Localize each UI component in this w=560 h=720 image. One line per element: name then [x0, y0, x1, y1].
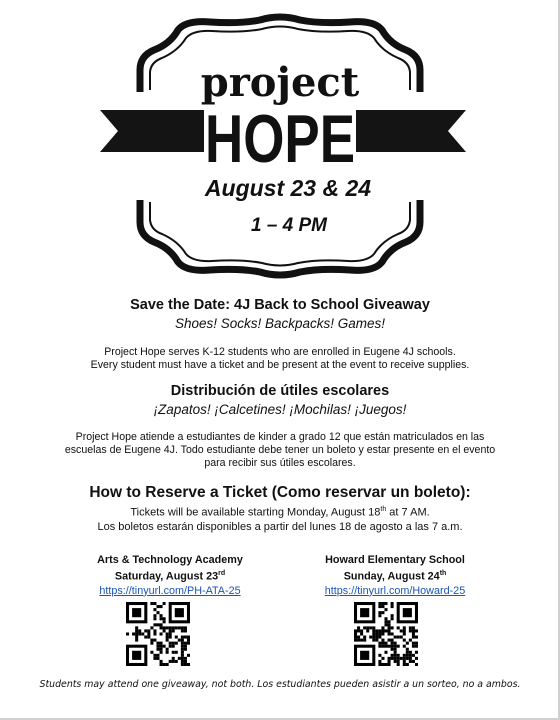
qr-module [403, 639, 406, 642]
qr-module [415, 636, 418, 639]
qr-module [384, 608, 387, 611]
qr-module [360, 632, 363, 635]
qr-module [381, 605, 384, 608]
qr-module [388, 660, 391, 663]
qr-module [384, 663, 387, 666]
qr-module [403, 654, 406, 657]
qr-module [357, 626, 360, 629]
qr-module [175, 636, 178, 639]
qr-module [384, 629, 387, 632]
qr-module [169, 626, 172, 629]
qr-module [153, 617, 156, 620]
qr-module [357, 636, 360, 639]
qr-module [400, 657, 403, 660]
qr-module [403, 657, 406, 660]
qr-module [384, 642, 387, 645]
qr-module [391, 605, 394, 608]
spanish-line-2: escuelas de Eugene 4J. Todo estudiante debe tener un boleto y estar presente en el evento [64, 444, 496, 456]
qr-module [394, 645, 397, 648]
qr-module [409, 654, 412, 657]
qr-module [132, 651, 141, 660]
location-date-sup: th [439, 570, 447, 577]
qr-module [354, 639, 357, 642]
qr-module [360, 651, 369, 660]
qr-module [394, 648, 397, 651]
location-date-text: Saturday, August 23 [114, 570, 219, 583]
qr-module [184, 626, 187, 629]
qr-module [166, 663, 169, 666]
qr-module [144, 629, 147, 632]
qr-module [166, 632, 169, 635]
qr-module [397, 626, 400, 629]
qr-module [163, 629, 166, 632]
qr-module [360, 639, 363, 642]
qr-module [391, 602, 394, 605]
qr-module [388, 639, 391, 642]
qr-module [184, 663, 187, 666]
qr-module [160, 651, 163, 654]
logo-word-project: project [200, 59, 360, 106]
qr-module [184, 636, 187, 639]
qr-module [415, 642, 418, 645]
qr-module [378, 645, 381, 648]
qr-module [160, 660, 163, 663]
qr-module [153, 602, 156, 605]
location-date [55, 567, 285, 584]
qr-module [160, 648, 163, 651]
location-name: Arts & Technology Academy [97, 554, 243, 566]
qr-module [372, 636, 375, 639]
spanish-subheading: ¡Zapatos! ¡Calcetines! ¡Mochilas! ¡Juegos! [153, 402, 407, 417]
qr-module [132, 632, 135, 635]
qr-module [384, 651, 387, 654]
qr-module [360, 629, 363, 632]
qr-module [160, 605, 163, 608]
qr-module [354, 636, 357, 639]
qr-module [394, 660, 397, 663]
qr-module [384, 623, 387, 626]
qr-module [357, 639, 360, 642]
reserve-line-1-end: at 7 AM. [386, 506, 430, 519]
qr-module [172, 657, 175, 660]
qr-module [381, 629, 384, 632]
bottom-frame [140, 200, 420, 275]
qr-module [384, 645, 387, 648]
qr-module [406, 657, 409, 660]
location-name: Howard Elementary School [325, 554, 465, 566]
qr-module [388, 620, 391, 623]
qr-module [391, 648, 394, 651]
qr-module [181, 648, 184, 651]
qr-module [153, 654, 156, 657]
qr-module [135, 629, 138, 632]
qr-module [169, 645, 172, 648]
qr-module [412, 629, 415, 632]
english-line-2: Every student must have a ticket and be present at the event to receive supplies. [90, 359, 470, 371]
qr-module [400, 636, 403, 639]
qr-module [372, 639, 375, 642]
qr-module [169, 636, 172, 639]
english-subheading: Shoes! Socks! Backpacks! Games! [174, 316, 386, 331]
qr-module [181, 654, 184, 657]
ribbon-right [356, 110, 466, 152]
qr-module [372, 629, 375, 632]
qr-module [381, 626, 384, 629]
qr-module [160, 626, 163, 629]
qr-module [366, 626, 369, 629]
qr-module [375, 629, 378, 632]
qr-module [415, 645, 418, 648]
qr-module [397, 663, 400, 666]
spanish-line-3: para recibir sus útiles escolares. [204, 457, 356, 469]
location-date-text: Sunday, August 24 [343, 570, 440, 583]
qr-module [357, 629, 360, 632]
qr-module [378, 611, 381, 614]
qr-module [403, 645, 406, 648]
qr-module [178, 639, 181, 642]
qr-module [187, 636, 190, 639]
qr-module [156, 623, 159, 626]
english-line-1: Project Hope serves K-12 students who are enrolled in Eugene 4J schools. [104, 346, 456, 358]
qr-module [187, 639, 190, 642]
qr-module [403, 608, 412, 617]
qr-module [363, 626, 366, 629]
qr-module [184, 629, 187, 632]
qr-module [412, 626, 415, 629]
qr-module [391, 657, 394, 660]
qr-module [156, 611, 159, 614]
qr-module [391, 654, 394, 657]
qr-module [415, 663, 418, 666]
qr-module [412, 632, 415, 635]
qr-module [150, 602, 153, 605]
qr-module [147, 632, 150, 635]
event-dates: August 23 & 24 [204, 175, 372, 201]
qr-module [135, 639, 138, 642]
qr-module [384, 602, 387, 605]
location-link[interactable]: https://tinyurl.com/PH-ATA-25 [99, 584, 241, 597]
qr-module [354, 629, 357, 632]
qr-module [381, 602, 384, 605]
qr-module [150, 639, 153, 642]
qr-module [391, 642, 394, 645]
qr-module [160, 632, 163, 635]
qr-module [415, 629, 418, 632]
qr-module [153, 657, 156, 660]
qr-module [381, 657, 384, 660]
qr-module [135, 632, 138, 635]
footer-note: Students may attend one giveaway, not both. Los estudiantes pueden asistir a un sorteo, no a ambos. [39, 679, 521, 690]
qr-module [153, 608, 156, 611]
qr-code-icon [126, 602, 190, 666]
qr-module [163, 645, 166, 648]
qr-module [378, 660, 381, 663]
qr-module [391, 617, 394, 620]
qr-module [166, 639, 169, 642]
qr-module [163, 620, 166, 623]
qr-module [150, 626, 153, 629]
project-hope-logo [0, 0, 560, 290]
spanish-line-1: Project Hope atiende a estudiantes de kinder a grado 12 que están matriculados en las [75, 431, 485, 443]
reserve-info [0, 503, 560, 534]
qr-module [178, 626, 181, 629]
qr-module [135, 636, 138, 639]
qr-module [391, 626, 394, 629]
qr-module [394, 657, 397, 660]
qr-module [378, 629, 381, 632]
qr-module [369, 636, 372, 639]
qr-module [409, 626, 412, 629]
qr-module [147, 629, 150, 632]
qr-module [378, 654, 381, 657]
qr-module [378, 636, 381, 639]
qr-module [153, 629, 156, 632]
qr-module [132, 608, 141, 617]
reserve-line-1-text: Tickets will be available starting Monday, August 18 [130, 506, 381, 519]
qr-module [375, 632, 378, 635]
qr-module [388, 657, 391, 660]
qr-module [375, 639, 378, 642]
qr-module [381, 639, 384, 642]
qr-module [187, 642, 190, 645]
qr-module [360, 608, 369, 617]
qr-module [172, 660, 175, 663]
qr-module [391, 614, 394, 617]
qr-module [397, 657, 400, 660]
qr-module [166, 626, 169, 629]
qr-module [366, 629, 369, 632]
qr-module [388, 663, 391, 666]
qr-module [397, 660, 400, 663]
qr-module [163, 626, 166, 629]
qr-module [372, 632, 375, 635]
qr-module [403, 629, 406, 632]
qr-module [175, 660, 178, 663]
location-ata [55, 553, 285, 598]
qr-module [126, 632, 129, 635]
qr-module [172, 626, 175, 629]
qr-module [153, 614, 156, 617]
qr-module [156, 645, 159, 648]
qr-module [378, 663, 381, 666]
qr-module [169, 632, 172, 635]
qr-module [384, 617, 387, 620]
qr-module [156, 642, 159, 645]
qr-module [181, 645, 184, 648]
qr-module [412, 660, 415, 663]
qr-module [181, 642, 184, 645]
qr-module [166, 651, 169, 654]
qr-module [169, 629, 172, 632]
qr-module [141, 632, 144, 635]
qr-module [381, 611, 384, 614]
qr-module [406, 642, 409, 645]
qr-module [156, 605, 159, 608]
qr-module [166, 648, 169, 651]
qr-module [160, 663, 163, 666]
qr-module [184, 657, 187, 660]
english-description [0, 346, 560, 372]
qr-module [354, 632, 357, 635]
qr-module [156, 654, 159, 657]
qr-module [378, 614, 381, 617]
qr-module [381, 645, 384, 648]
qr-module [181, 629, 184, 632]
qr-module [135, 626, 138, 629]
qr-module [166, 636, 169, 639]
qr-module [388, 623, 391, 626]
qr-module [415, 651, 418, 654]
qr-module [375, 636, 378, 639]
qr-module [363, 639, 366, 642]
qr-module [381, 642, 384, 645]
qr-module [187, 663, 190, 666]
location-link[interactable]: https://tinyurl.com/Howard-25 [324, 584, 466, 597]
qr-module [153, 632, 156, 635]
location-date [280, 567, 510, 584]
qr-module [406, 654, 409, 657]
qr-module [138, 632, 141, 635]
qr-module [415, 657, 418, 660]
qr-module [172, 651, 175, 654]
qr-module [378, 605, 381, 608]
qr-module [412, 654, 415, 657]
qr-module [412, 642, 415, 645]
qr-module [175, 626, 178, 629]
qr-module [172, 645, 175, 648]
qr-module [400, 629, 403, 632]
reserve-line-1-sup: th [380, 506, 387, 513]
qr-module [163, 602, 166, 605]
location-howard [280, 553, 510, 598]
spanish-heading: Distribución de útiles escolares [170, 383, 390, 399]
qr-module [147, 636, 150, 639]
qr-module [406, 648, 409, 651]
qr-module [403, 632, 406, 635]
event-time: 1 – 4 PM [250, 215, 328, 236]
qr-module [409, 629, 412, 632]
qr-module [163, 617, 166, 620]
qr-module [406, 663, 409, 666]
qr-module [378, 602, 381, 605]
qr-module [403, 660, 406, 663]
qr-module [403, 663, 406, 666]
qr-module [181, 639, 184, 642]
qr-module [412, 636, 415, 639]
qr-module [369, 626, 372, 629]
qr-module [153, 623, 156, 626]
qr-module [150, 651, 153, 654]
qr-module [388, 645, 391, 648]
qr-module [181, 636, 184, 639]
qr-module [381, 632, 384, 635]
qr-module [163, 663, 166, 666]
qr-module [144, 636, 147, 639]
ribbon-left [100, 110, 204, 152]
qr-module [181, 626, 184, 629]
english-heading: Save the Date: 4J Back to School Giveaway [130, 297, 430, 313]
qr-module [184, 660, 187, 663]
qr-module [406, 651, 409, 654]
qr-module [160, 645, 163, 648]
qr-module [384, 620, 387, 623]
qr-module [391, 645, 394, 648]
qr-module [388, 632, 391, 635]
qr-module [153, 639, 156, 642]
qr-module [388, 629, 391, 632]
qr-module [169, 642, 172, 645]
qr-module [403, 626, 406, 629]
qr-module [394, 651, 397, 654]
qr-module [150, 642, 153, 645]
qr-module [394, 636, 397, 639]
qr-module [172, 629, 175, 632]
qr-module [184, 645, 187, 648]
qr-module [391, 639, 394, 642]
qr-module [372, 626, 375, 629]
qr-module [381, 663, 384, 666]
reserve-line-1 [0, 503, 560, 520]
qr-module [409, 651, 412, 654]
qr-module [181, 657, 184, 660]
qr-module [397, 636, 400, 639]
qr-module [184, 642, 187, 645]
qr-module [378, 642, 381, 645]
qr-module [397, 654, 400, 657]
reserve-line-2: Los boletos estarán disponibles a partir del lunes 18 de agosto a las 7 a.m. [97, 520, 463, 533]
qr-module [187, 654, 190, 657]
qr-module [181, 651, 184, 654]
qr-module [388, 626, 391, 629]
qr-module [175, 642, 178, 645]
qr-module [181, 660, 184, 663]
qr-module [394, 654, 397, 657]
qr-module [156, 648, 159, 651]
qr-module [412, 645, 415, 648]
qr-module [363, 636, 366, 639]
qr-module [160, 623, 163, 626]
qr-module [169, 660, 172, 663]
qr-module [397, 645, 400, 648]
qr-module [409, 639, 412, 642]
qr-module [178, 657, 181, 660]
location-date-sup: rd [218, 570, 226, 577]
qr-module [184, 648, 187, 651]
qr-module [160, 614, 163, 617]
qr-module [138, 629, 141, 632]
qr-module [181, 663, 184, 666]
logo-word-hope: HOPE [205, 101, 355, 177]
spanish-description [0, 431, 560, 470]
qr-module [175, 651, 178, 654]
qr-module [378, 632, 381, 635]
qr-code-icon [354, 602, 418, 666]
qr-module [156, 657, 159, 660]
qr-module [160, 642, 163, 645]
qr-module [391, 632, 394, 635]
qr-module [409, 657, 412, 660]
qr-module [160, 617, 163, 620]
reserve-heading: How to Reserve a Ticket (Como reservar un boleto): [89, 484, 471, 501]
qr-module [394, 642, 397, 645]
qr-module [175, 608, 184, 617]
qr-module [172, 642, 175, 645]
qr-module [409, 660, 412, 663]
